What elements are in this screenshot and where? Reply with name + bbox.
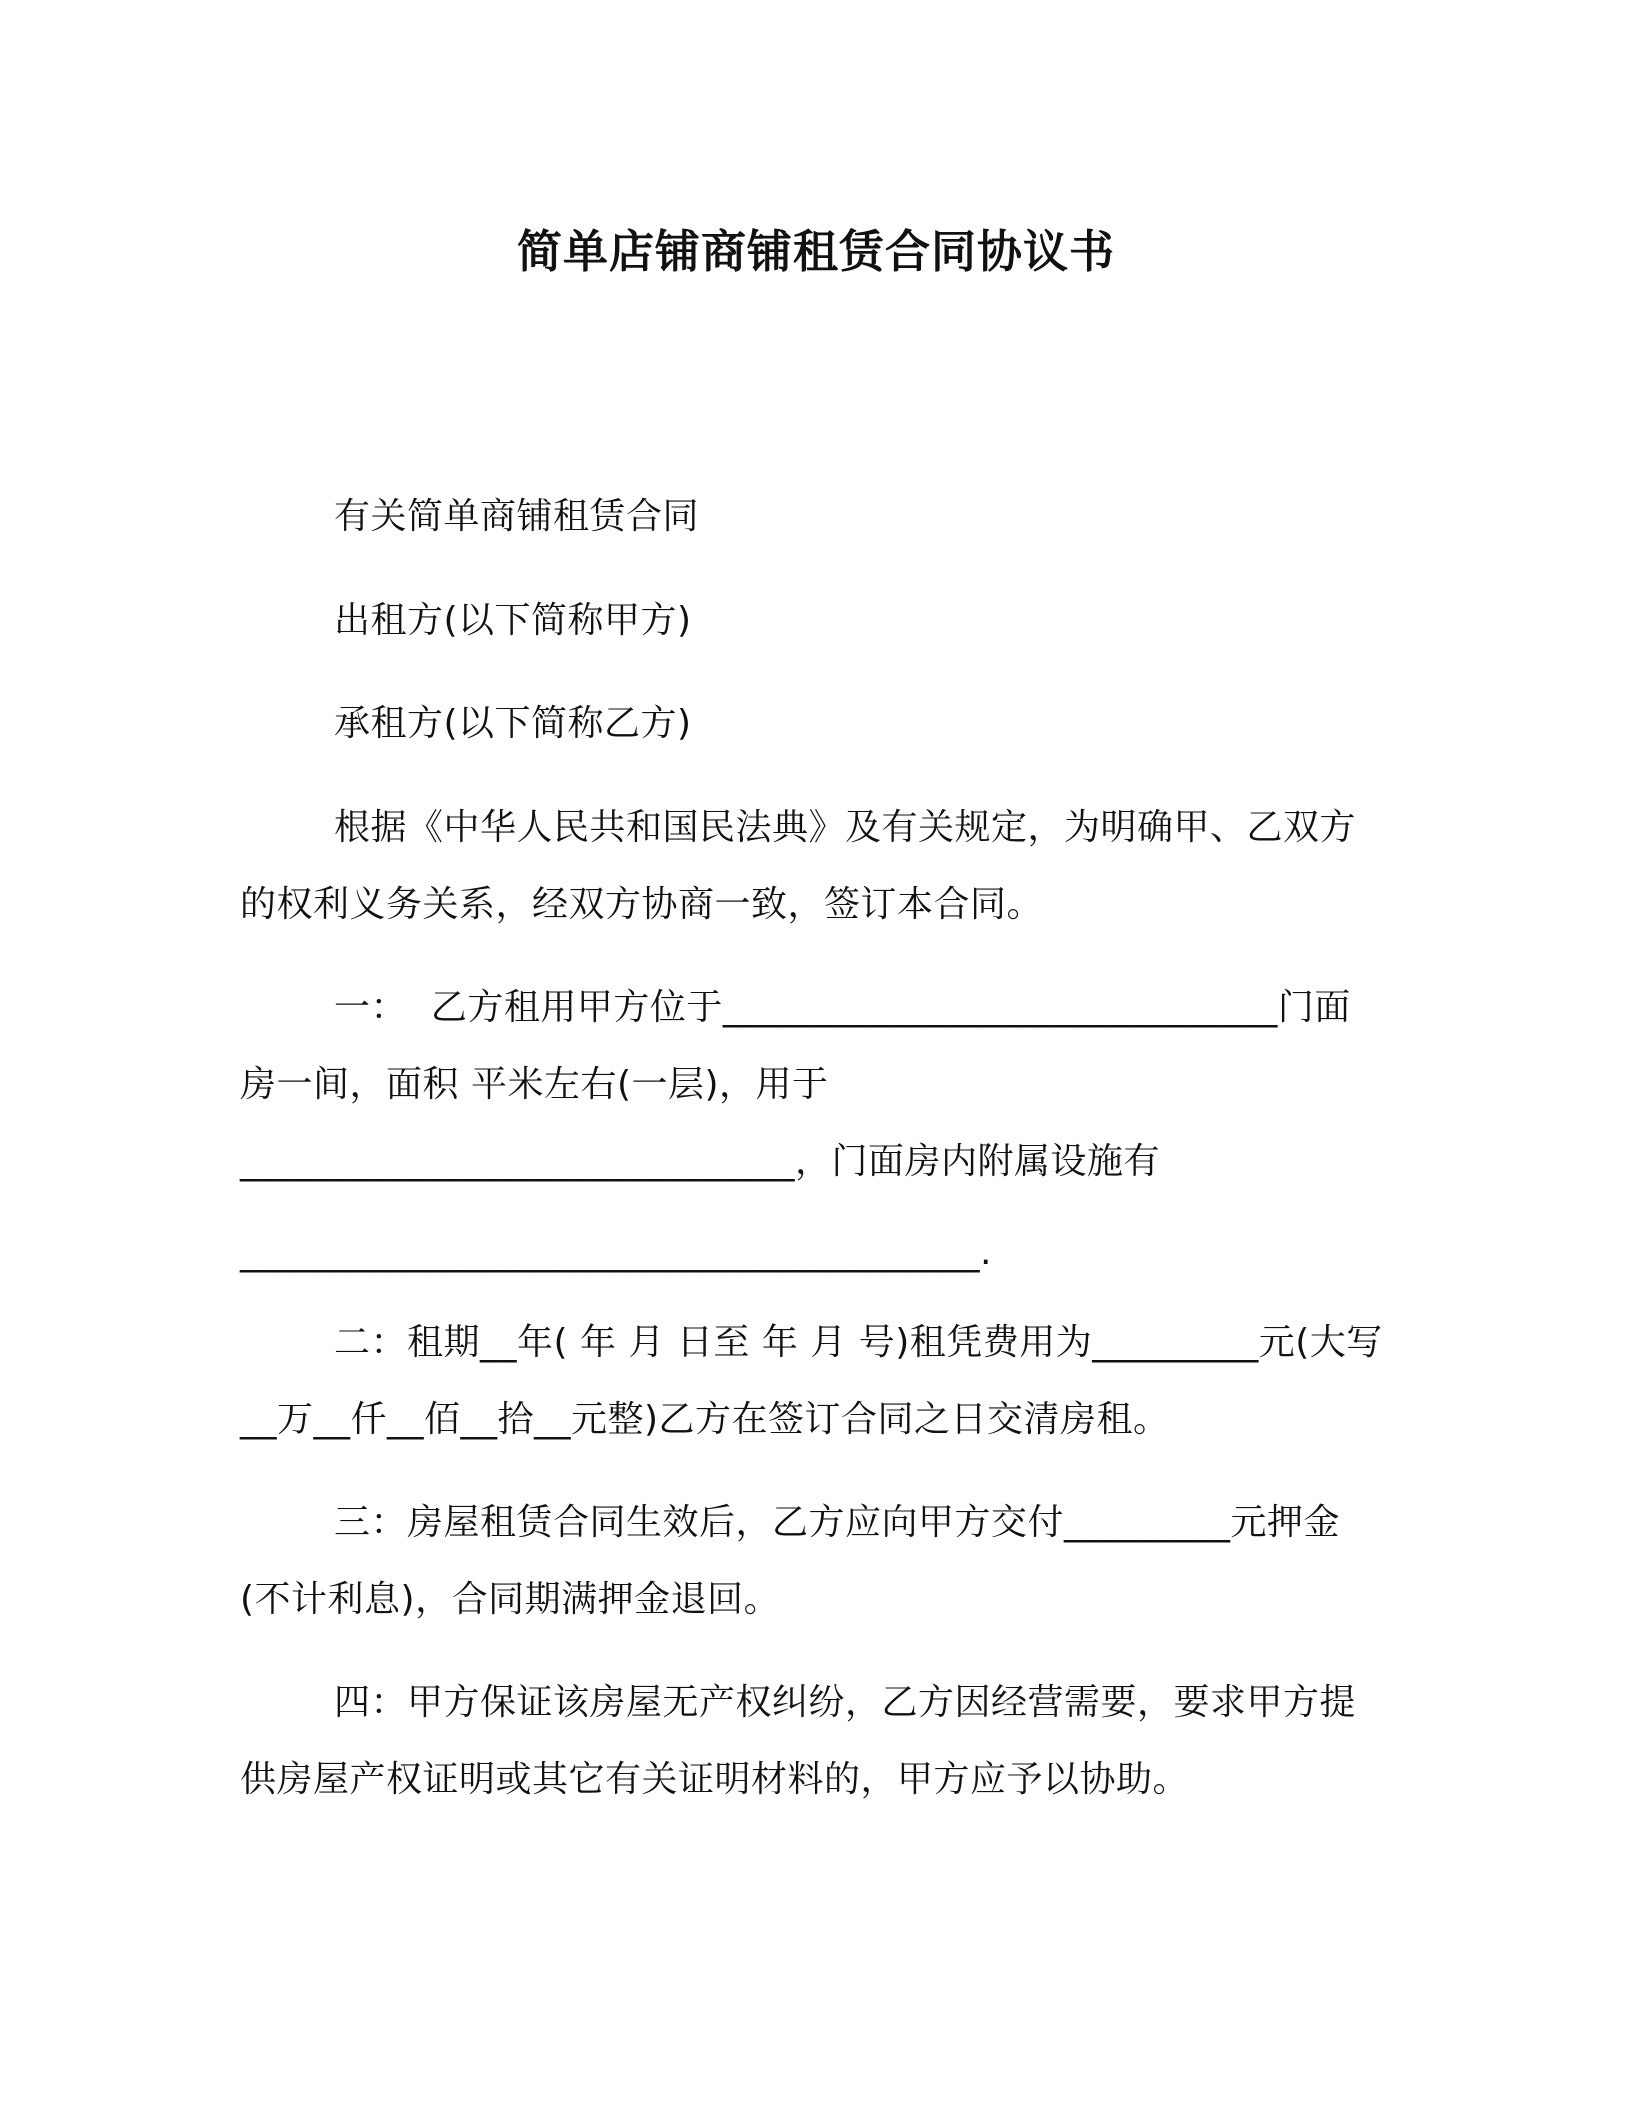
clause-3-line-1: 三：房屋租赁合同生效后，乙方应向甲方交付_________元押金 bbox=[334, 1502, 1341, 1543]
preamble-line-2: 的权利义务关系，经双方协商一致，签订本合同。 bbox=[240, 884, 1044, 925]
clause-2-line-1: 二：租期__年( 年 月 日至 年 月 号)租凭费用为_________元(大写 bbox=[334, 1322, 1383, 1363]
clause-1-line-2: 房一间，面积 平米左右(一层)，用于 bbox=[240, 1064, 829, 1105]
clause-1-line-3: ______________________________，门面房内附属设施有 bbox=[240, 1141, 1161, 1182]
clause-4-line-2: 供房屋产权证明或其它有关证明材料的，甲方应予以协助。 bbox=[240, 1759, 1190, 1800]
contract-subtitle: 有关简单商铺租赁合同 bbox=[334, 496, 700, 537]
lessee-line: 承租方(以下简称乙方) bbox=[334, 703, 692, 744]
lessor-line: 出租方(以下简称甲方) bbox=[334, 600, 692, 641]
clause-1-line-1: 一： 乙方租用甲方位于______________________________门面 bbox=[334, 987, 1351, 1028]
clause-4-line-1: 四：甲方保证该房屋无产权纠纷，乙方因经营需要，要求甲方提 bbox=[334, 1682, 1357, 1723]
preamble-line-1: 根据《中华人民共和国民法典》及有关规定，为明确甲、乙双方 bbox=[334, 807, 1357, 848]
clause-3-line-2: (不计利息)，合同期满押金退回。 bbox=[240, 1579, 781, 1620]
clause-1-line-4: ________________________________________. bbox=[240, 1232, 992, 1273]
document-title: 简单店铺商铺租赁合同协议书 bbox=[516, 225, 1115, 278]
clause-2-line-2: __万__仟__佰__拾__元整)乙方在签订合同之日交清房租。 bbox=[240, 1399, 1170, 1440]
